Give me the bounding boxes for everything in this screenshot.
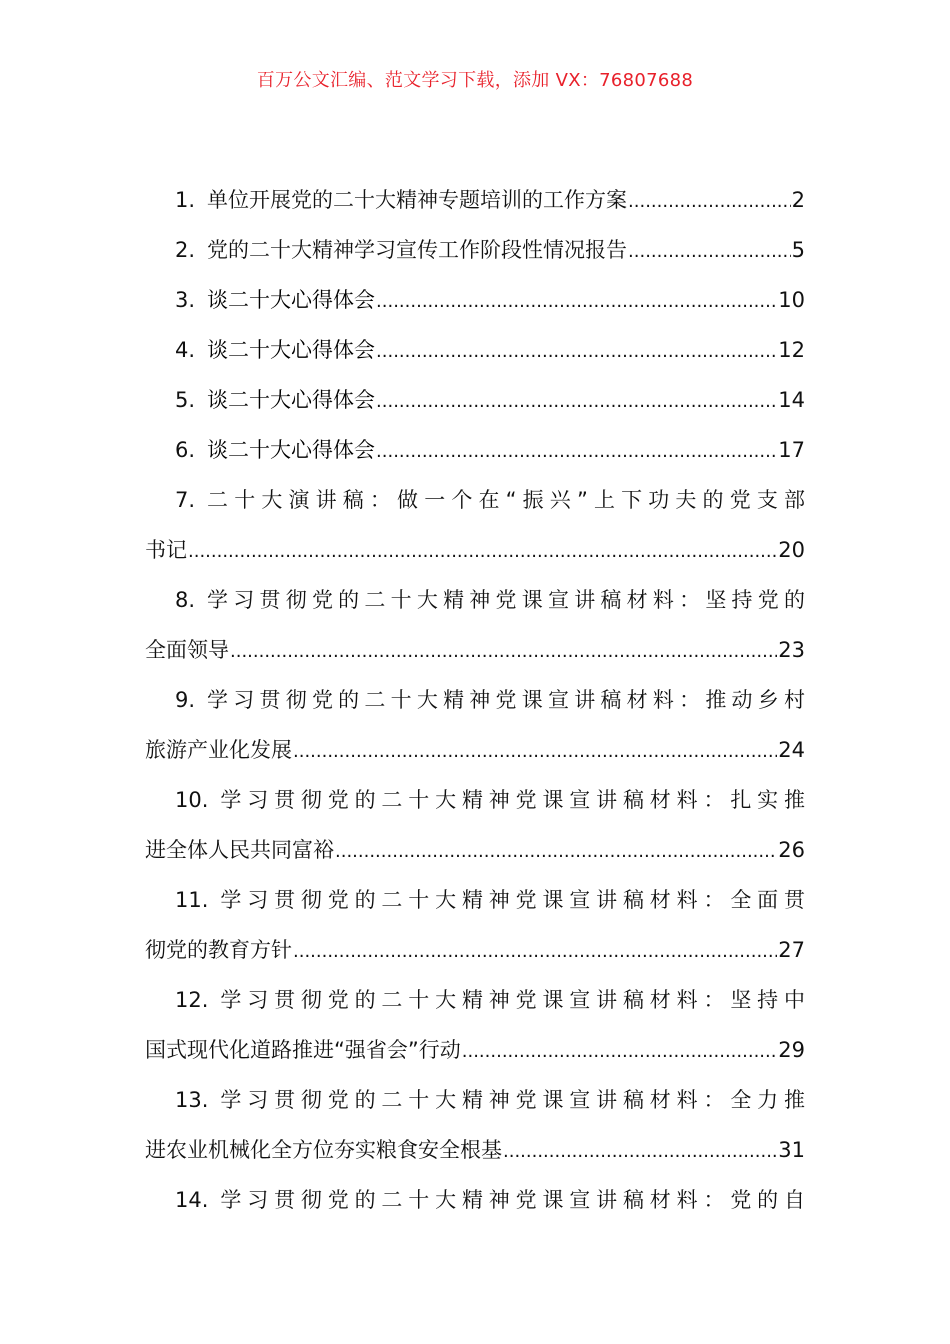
toc-page: 2 <box>791 188 805 212</box>
toc-title: 学习贯彻党的二十大精神党课宣讲稿材料：党的自 <box>220 1188 805 1212</box>
toc-number: 11. <box>175 888 209 912</box>
toc-leader <box>628 227 791 275</box>
toc-title: 学习贯彻党的二十大精神党课宣讲稿材料：坚持中 <box>220 988 805 1012</box>
toc-page: 14 <box>778 388 805 412</box>
toc-entry-4[interactable] <box>145 325 805 375</box>
toc-page: 31 <box>778 1138 805 1162</box>
toc-title: 谈二十大心得体会 <box>207 338 376 362</box>
toc-number: 4. <box>175 338 196 362</box>
toc-title: 二十大演讲稿：做一个在“振兴”上下功夫的党支部 <box>207 488 805 512</box>
toc-title: 学习贯彻党的二十大精神党课宣讲稿材料：推动乡村 <box>207 688 805 712</box>
toc-number: 8. <box>175 588 196 612</box>
toc-number: 13. <box>175 1088 209 1112</box>
toc-number: 3. <box>175 288 196 312</box>
toc-number: 6. <box>175 438 196 462</box>
toc-leader <box>230 627 777 675</box>
toc-leader <box>503 1127 777 1175</box>
toc-page: 10 <box>778 288 805 312</box>
toc-page: 26 <box>778 838 805 862</box>
toc-entry-8[interactable] <box>145 575 805 675</box>
toc-entry-11[interactable] <box>145 875 805 975</box>
table-of-contents <box>145 175 805 1225</box>
toc-leader <box>335 827 777 875</box>
toc-leader <box>188 527 777 575</box>
toc-number: 5. <box>175 388 196 412</box>
toc-title-cont: 书记 <box>145 538 187 562</box>
toc-title: 学习贯彻党的二十大精神党课宣讲稿材料：坚持党的 <box>207 588 805 612</box>
toc-title: 党的二十大精神学习宣传工作阶段性情况报告 <box>207 238 628 262</box>
toc-page: 27 <box>778 938 805 962</box>
toc-entry-2[interactable] <box>145 225 805 275</box>
toc-entry-7[interactable] <box>145 475 805 575</box>
toc-title: 学习贯彻党的二十大精神党课宣讲稿材料：扎实推 <box>220 788 805 812</box>
toc-number: 1. <box>175 188 196 212</box>
toc-page: 24 <box>778 738 805 762</box>
toc-number: 12. <box>175 988 209 1012</box>
toc-entry-3[interactable] <box>145 275 805 325</box>
watermark-header: 百万公文汇编、范文学习下载，添加 VX：76807688 <box>256 70 694 91</box>
toc-entry-9[interactable] <box>145 675 805 775</box>
toc-number: 2. <box>175 238 196 262</box>
toc-number: 14. <box>175 1188 209 1212</box>
toc-page: 29 <box>778 1038 805 1062</box>
toc-title: 谈二十大心得体会 <box>207 288 376 312</box>
toc-title: 谈二十大心得体会 <box>207 388 376 412</box>
toc-title-cont: 国式现代化道路推进“强省会”行动 <box>145 1038 461 1062</box>
toc-number: 7. <box>175 488 196 512</box>
toc-page: 23 <box>778 638 805 662</box>
toc-page: 12 <box>778 338 805 362</box>
toc-leader <box>376 377 777 425</box>
toc-title-cont: 全面领导 <box>145 638 229 662</box>
toc-leader <box>293 727 777 775</box>
toc-title: 学习贯彻党的二十大精神党课宣讲稿材料：全面贯 <box>220 888 805 912</box>
toc-title-cont: 进农业机械化全方位夯实粮食安全根基 <box>145 1138 502 1162</box>
toc-leader <box>293 927 777 975</box>
toc-entry-14[interactable] <box>145 1175 805 1225</box>
toc-page: 20 <box>778 538 805 562</box>
toc-page: 17 <box>778 438 805 462</box>
toc-entry-13[interactable] <box>145 1075 805 1175</box>
toc-title: 谈二十大心得体会 <box>207 438 376 462</box>
toc-leader <box>376 277 777 325</box>
toc-title: 学习贯彻党的二十大精神党课宣讲稿材料：全力推 <box>220 1088 805 1112</box>
toc-entry-12[interactable] <box>145 975 805 1075</box>
toc-title-cont: 彻党的教育方针 <box>145 938 292 962</box>
toc-leader <box>628 177 791 225</box>
toc-number: 10. <box>175 788 209 812</box>
toc-page: 5 <box>791 238 805 262</box>
toc-leader <box>376 427 777 475</box>
toc-entry-5[interactable] <box>145 375 805 425</box>
toc-entry-6[interactable] <box>145 425 805 475</box>
toc-title: 单位开展党的二十大精神专题培训的工作方案 <box>207 188 628 212</box>
toc-leader <box>376 327 777 375</box>
toc-leader <box>462 1027 778 1075</box>
toc-title-cont: 进全体人民共同富裕 <box>145 838 334 862</box>
toc-entry-1[interactable] <box>145 175 805 225</box>
toc-number: 9. <box>175 688 196 712</box>
toc-title-cont: 旅游产业化发展 <box>145 738 292 762</box>
toc-entry-10[interactable] <box>145 775 805 875</box>
